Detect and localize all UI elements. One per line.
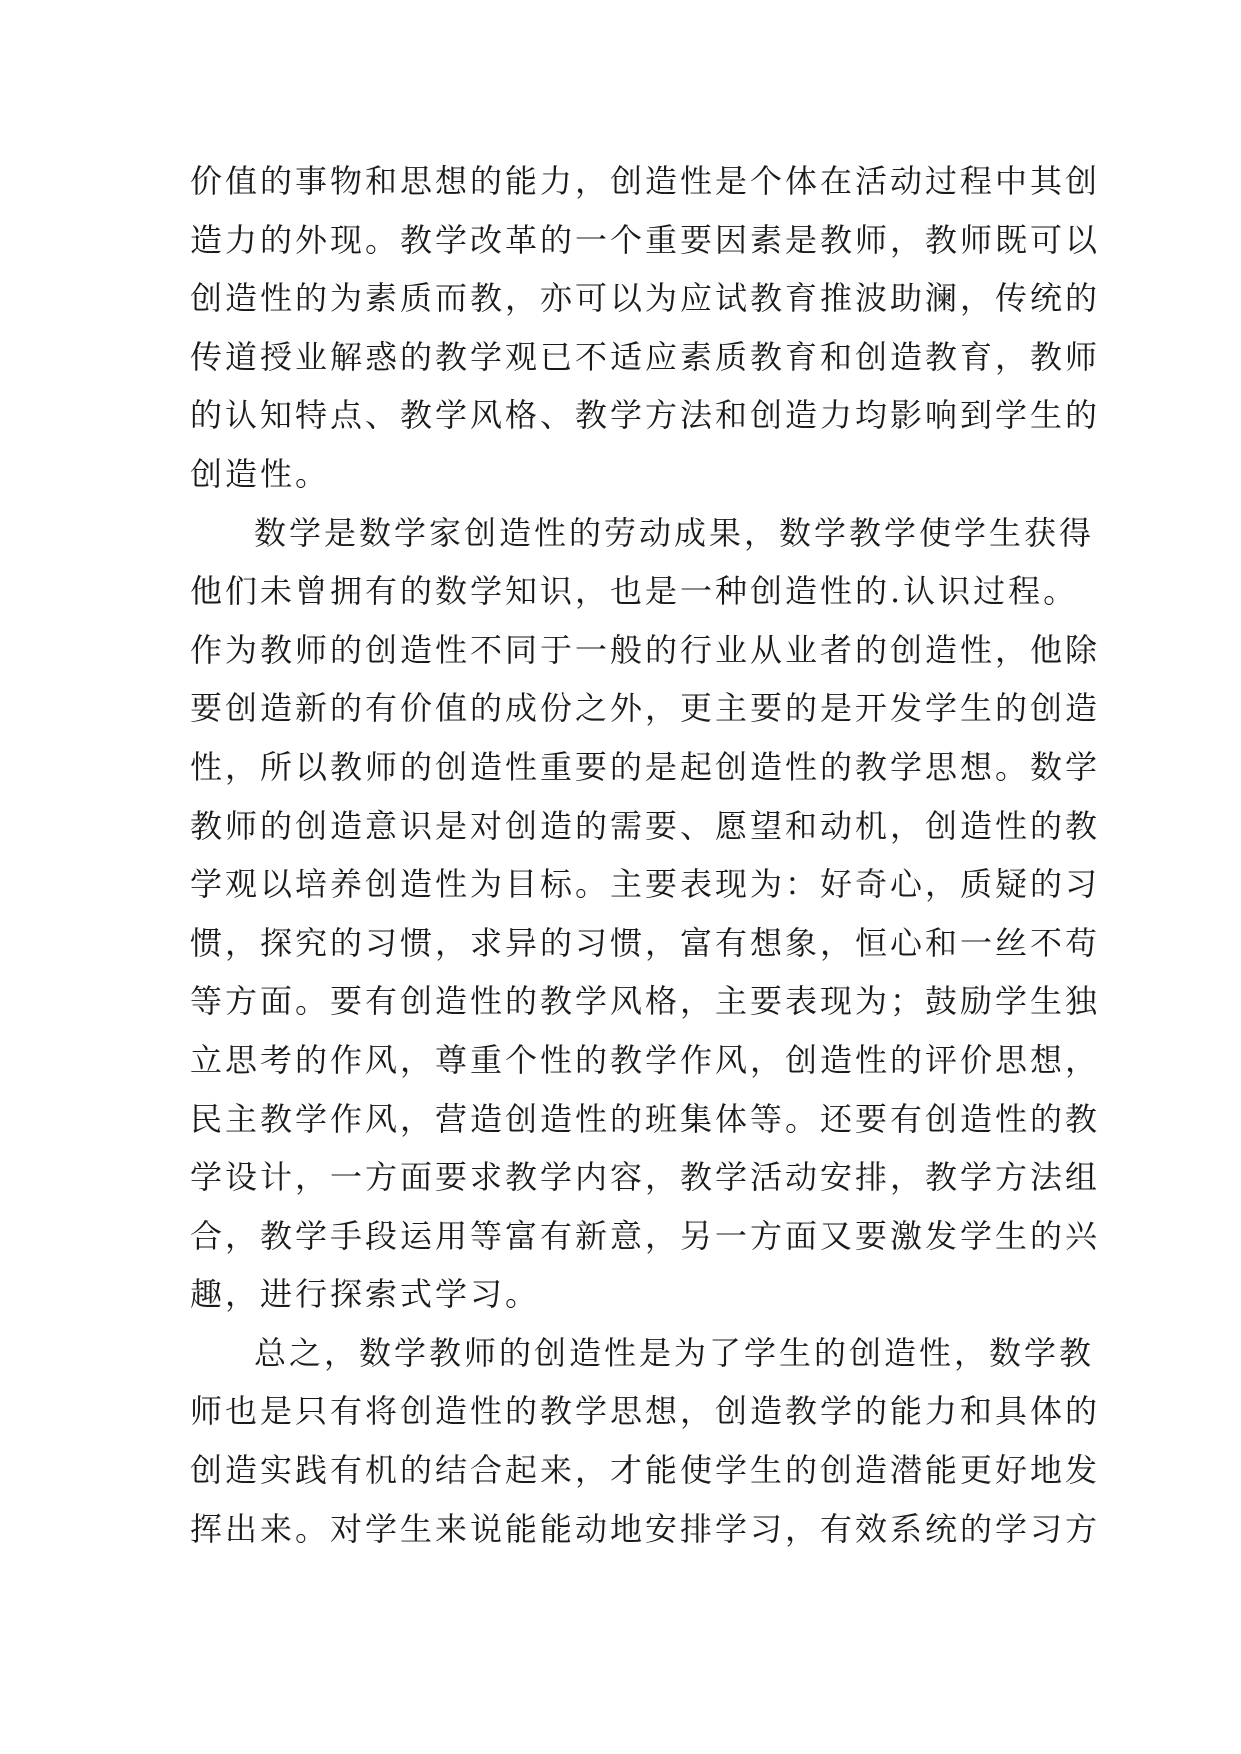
text-line: 学观以培养创造性为目标。主要表现为：好奇心，质疑的习 (190, 865, 1101, 904)
text-line: 作为教师的创造性不同于一般的行业从业者的创造性，他除 (190, 630, 1101, 669)
text-line: 性，所以教师的创造性重要的是起创造性的教学思想。数学 (190, 747, 1101, 786)
text-line: 价值的事物和思想的能力，创造性是个体在活动过程中其创 (190, 162, 1101, 200)
text-line: 合，教学手段运用等富有新意，另一方面又要激发学生的兴 (190, 1216, 1101, 1255)
text-line: 创造性的为素质而教，亦可以为应试教育推波助澜，传统的 (190, 279, 1101, 318)
text-line: 挥出来。对学生来说能能动地安排学习，有效系统的学习方 (190, 1509, 1101, 1548)
body-text (190, 152, 1101, 1558)
text-line: 的认知特点、教学风格、教学方法和创造力均影响到学生的 (190, 396, 1101, 435)
text-line: 他们未曾拥有的数学知识，也是一种创造性的.认识过程。 (190, 572, 1079, 611)
text-line: 惯，探究的习惯，求异的习惯，富有想象，恒心和一丝不苟 (190, 923, 1101, 962)
text-line: 要创造新的有价值的成份之外，更主要的是开发学生的创造 (190, 689, 1101, 728)
text-line: 创造性。 (190, 454, 331, 493)
paragraph (190, 504, 1101, 1324)
paragraph (190, 1324, 1101, 1558)
text-line: 立思考的作风，尊重个性的教学作风，创造性的评价思想， (190, 1040, 1101, 1079)
text-line: 学设计，一方面要求教学内容，教学活动安排，教学方法组 (190, 1158, 1101, 1197)
text-line: 教师的创造意识是对创造的需要、愿望和动机，创造性的教 (190, 806, 1101, 845)
text-line: 民主教学作风，营造创造性的班集体等。还要有创造性的教 (190, 1099, 1101, 1138)
text-line: 数学是数学家创造性的劳动成果，数学教学使学生获得 (254, 513, 1095, 552)
paragraph (190, 152, 1101, 504)
text-line: 等方面。要有创造性的教学风格，主要表现为；鼓励学生独 (190, 982, 1101, 1021)
text-line: 总之，数学教师的创造性是为了学生的创造性，数学教 (254, 1333, 1095, 1372)
text-line: 造力的外现。教学改革的一个重要因素是教师，教师既可以 (190, 220, 1101, 259)
text-line: 传道授业解惑的教学观已不适应素质教育和创造教育，教师 (190, 337, 1101, 376)
text-line: 趣，进行探索式学习。 (190, 1275, 541, 1314)
text-line: 创造实践有机的结合起来，才能使学生的创造潜能更好地发 (190, 1451, 1101, 1490)
text-line: 师也是只有将创造性的教学思想，创造教学的能力和具体的 (190, 1392, 1101, 1431)
